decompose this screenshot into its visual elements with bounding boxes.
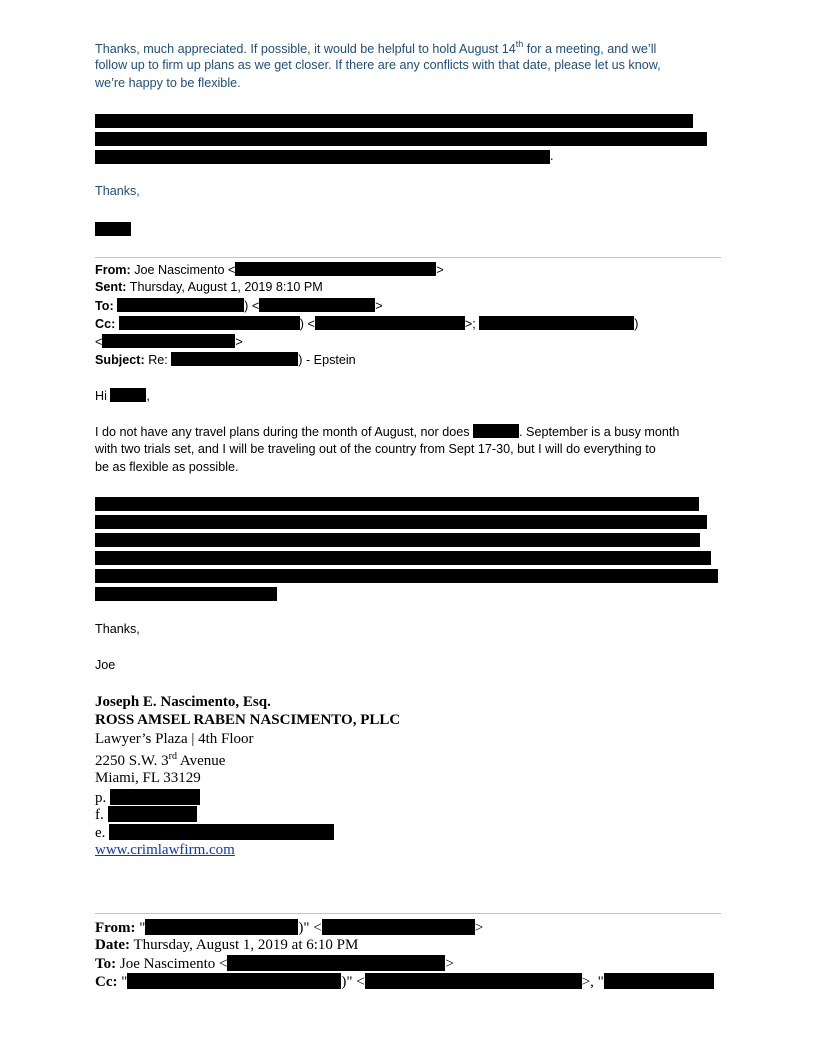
signature-fax — [95, 806, 197, 824]
redacted-name — [473, 424, 519, 438]
signature-phone — [95, 789, 200, 807]
signature-building: Lawyer’s Plaza | 4th Floor — [95, 731, 254, 747]
redacted-fax — [108, 806, 197, 822]
redacted-email — [102, 334, 235, 348]
to-label: To: — [95, 956, 117, 972]
email1-closing: Thanks, — [95, 622, 140, 636]
redaction-block — [95, 551, 711, 565]
email-separator — [95, 257, 721, 258]
date-value: Thursday, August 1, 2019 at 6:10 PM — [133, 937, 359, 953]
redacted-email — [259, 298, 375, 312]
redaction-block — [95, 150, 550, 164]
email1-body-line-2: with two trials set, and I will be traveling out of the country from Sept 17-30, but I will do everything to — [95, 442, 656, 456]
phone-label: p. — [95, 790, 107, 806]
from-mid: )" < — [298, 920, 322, 936]
body-text: I do not have any travel plans during the month of August, nor does — [95, 425, 470, 439]
email-label: e. — [95, 825, 106, 841]
to-end: > — [375, 299, 383, 313]
sent-value: Thursday, August 1, 2019 8:10 PM — [129, 280, 323, 294]
email1-to-row — [95, 298, 383, 313]
redaction-block — [95, 132, 707, 146]
cc2-start: < — [95, 335, 103, 349]
cc-end: >, " — [581, 974, 604, 990]
email1-body-line-3: be as flexible as possible. — [95, 460, 239, 474]
redaction-trailing-period: . — [550, 149, 554, 163]
from-label: From: — [95, 263, 131, 277]
signature-email — [95, 824, 334, 842]
email2-to-row — [95, 955, 454, 973]
signature-name: Joseph E. Nascimento, Esq. — [95, 694, 271, 710]
greeting-comma: , — [146, 389, 150, 403]
to-value: Joe Nascimento < — [119, 956, 228, 972]
subject-prefix: Re: — [148, 353, 168, 367]
cc-end: ) — [634, 317, 639, 331]
redaction-block — [95, 533, 700, 547]
from-end: > — [436, 263, 444, 277]
redacted-email — [315, 316, 465, 330]
to-label: To: — [95, 299, 114, 313]
street-text-end: Avenue — [176, 753, 226, 769]
redacted-email — [365, 973, 582, 989]
date-label: Date: — [95, 937, 130, 953]
reply-line-1-text: Thanks, much appreciated. If possible, it would be helpful to hold August 14 — [95, 42, 516, 56]
reply-closing: Thanks, — [95, 184, 140, 198]
subject-suffix: ) - Epstein — [298, 353, 356, 367]
from-end: > — [474, 920, 484, 936]
redacted-name — [110, 388, 146, 402]
cc-mid: )" < — [341, 974, 365, 990]
subject-label: Subject: — [95, 353, 145, 367]
email1-body-line-1 — [95, 424, 679, 439]
email1-from-row — [95, 262, 444, 277]
cc-mid: ) < — [299, 317, 315, 331]
cc2-end: > — [235, 335, 243, 349]
redacted-phone — [110, 789, 200, 805]
cc-label: Cc: — [95, 974, 118, 990]
email-separator — [95, 913, 721, 914]
street-text: 2250 S.W. 3 — [95, 753, 169, 769]
redaction-block — [95, 114, 693, 128]
reply-line-1 — [95, 39, 656, 56]
redacted-subject — [171, 352, 298, 366]
redacted-sender — [145, 919, 298, 935]
email1-signoff: Joe — [95, 658, 116, 672]
superscript-th: th — [515, 39, 524, 49]
cc-separator: >; — [464, 317, 476, 331]
redacted-email — [235, 262, 436, 276]
signature-firm: ROSS AMSEL RABEN NASCIMENTO, PLLC — [95, 712, 401, 728]
email1-subject-row — [95, 352, 356, 367]
redacted-email — [109, 824, 334, 840]
reply-line-1-end: for a meeting, and we’ll — [523, 42, 657, 56]
sent-label: Sent: — [95, 280, 127, 294]
email2-cc-row — [95, 973, 714, 991]
email2-date-row — [95, 937, 358, 954]
superscript-rd: rd — [168, 751, 177, 762]
email1-cc-row — [95, 316, 638, 331]
body-text: . September is a busy month — [519, 425, 680, 439]
to-mid: ) < — [244, 299, 260, 313]
redaction-block — [95, 497, 699, 511]
from-label: From: — [95, 920, 136, 936]
cc-label: Cc: — [95, 317, 116, 331]
redacted-email — [322, 919, 475, 935]
greeting-text: Hi — [95, 389, 107, 403]
signature-street — [95, 751, 225, 770]
redaction-block — [95, 587, 277, 601]
redacted-recipient — [119, 316, 300, 330]
email1-sent-row — [95, 280, 323, 294]
to-end: > — [445, 956, 454, 972]
reply-line-3: we’re happy to be flexible. — [95, 76, 241, 90]
signature-website — [95, 842, 235, 859]
from-quote: " — [139, 920, 146, 936]
from-value: Joe Nascimento < — [134, 263, 236, 277]
email1-greeting — [95, 388, 150, 403]
redacted-recipient — [127, 973, 341, 989]
signature-city: Miami, FL 33129 — [95, 770, 201, 786]
redacted-email — [227, 955, 445, 971]
redacted-recipient — [479, 316, 634, 330]
email2-from-row — [95, 919, 483, 937]
website-link[interactable]: www.crimlawfirm.com — [95, 842, 235, 858]
email1-cc-row-2 — [95, 334, 243, 349]
redaction-block — [95, 515, 707, 529]
fax-label: f. — [95, 807, 104, 823]
cc-quote: " — [121, 974, 128, 990]
redacted-sender-name — [95, 222, 131, 236]
redacted-recipient — [604, 973, 714, 989]
redaction-block — [95, 569, 718, 583]
redacted-recipient — [117, 298, 244, 312]
reply-line-2: follow up to firm up plans as we get closer. If there are any conflicts with that date, please let us know, — [95, 58, 661, 72]
